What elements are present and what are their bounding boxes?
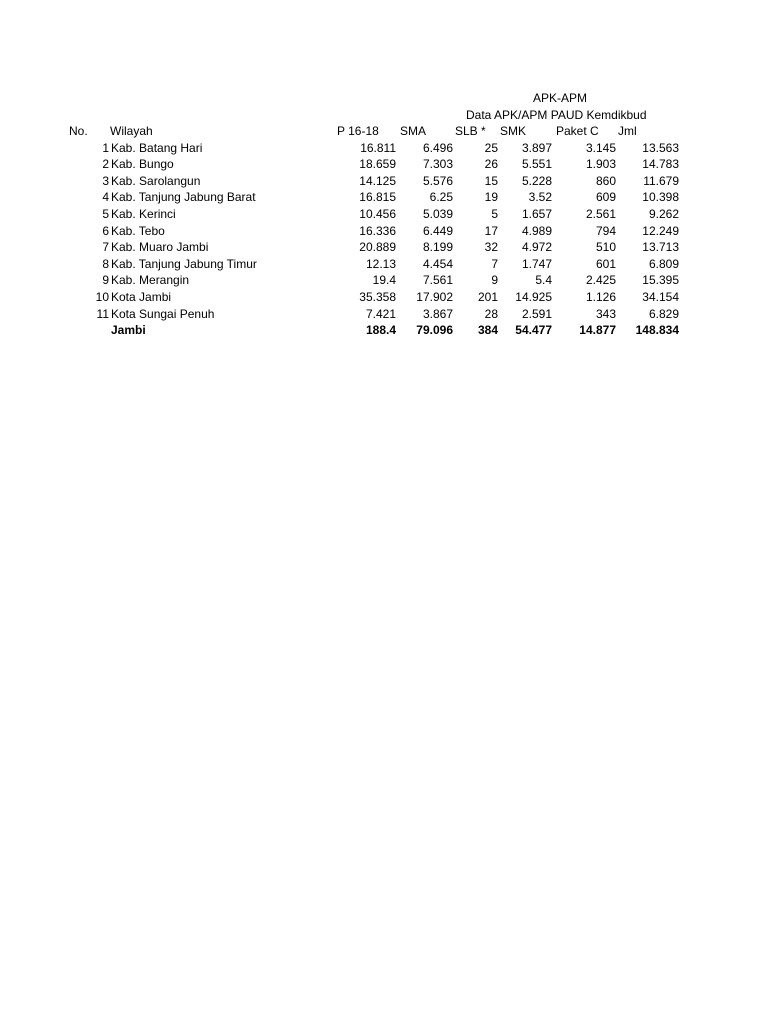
cell-wilayah: Kota Jambi xyxy=(111,289,172,304)
cell-sma: 5.039 xyxy=(422,206,453,221)
cell-smk: 5.4 xyxy=(535,273,552,288)
header-p1618: P 16-18 xyxy=(337,124,379,138)
cell-paket-c: 1.126 xyxy=(585,289,616,304)
table-row xyxy=(0,256,768,273)
cell-slb: 15 xyxy=(484,173,498,188)
cell-sma: 6.449 xyxy=(422,223,453,238)
table-header-row xyxy=(0,123,768,140)
header-wilayah: Wilayah xyxy=(110,124,153,138)
report-title: APK-APM xyxy=(533,91,588,105)
cell-paket-c: 510 xyxy=(595,240,616,255)
cell-p1618: 16.336 xyxy=(359,223,396,238)
cell-p1618: 7.421 xyxy=(365,306,396,321)
cell-paket-c: 609 xyxy=(595,190,616,205)
cell-jml: 13.563 xyxy=(642,140,679,155)
table-row xyxy=(0,189,768,206)
cell-slb: 17 xyxy=(484,223,498,238)
cell-no: 4 xyxy=(102,190,109,205)
report-subtitle: Data APK/APM PAUD Kemdikbud xyxy=(466,108,647,122)
cell-no: 3 xyxy=(102,173,109,188)
cell-paket-c: 343 xyxy=(595,306,616,321)
cell-slb: 19 xyxy=(484,190,498,205)
cell-paket-c: 794 xyxy=(595,223,616,238)
cell-paket-c: 860 xyxy=(595,173,616,188)
table-row xyxy=(0,140,768,157)
cell-sma: 7.303 xyxy=(422,157,453,172)
cell-slb: 32 xyxy=(484,240,498,255)
header-sma: SMA xyxy=(400,124,427,138)
cell-no: 6 xyxy=(102,223,109,238)
cell-smk: 5.228 xyxy=(521,173,552,188)
cell-slb: 26 xyxy=(484,157,498,172)
cell-slb: 28 xyxy=(484,306,498,321)
cell-smk: 1.747 xyxy=(521,256,552,271)
cell-no: 9 xyxy=(102,273,109,288)
cell-smk: 4.972 xyxy=(521,240,552,255)
cell-smk: 3.897 xyxy=(521,140,552,155)
cell-paket-c: 1.903 xyxy=(585,157,616,172)
cell-sma: 7.561 xyxy=(422,273,453,288)
table-row xyxy=(0,272,768,289)
header-no: No. xyxy=(69,124,88,138)
total-slb: 384 xyxy=(477,323,498,338)
cell-wilayah: Kab. Tanjung Jabung Barat xyxy=(111,190,256,205)
cell-sma: 6.25 xyxy=(429,190,453,205)
cell-sma: 4.454 xyxy=(422,256,453,271)
cell-no: 1 xyxy=(102,140,109,155)
cell-sma: 5.576 xyxy=(422,173,453,188)
header-paket-c: Paket C xyxy=(556,124,599,138)
table-row xyxy=(0,289,768,306)
cell-p1618: 16.811 xyxy=(360,140,396,155)
table-row xyxy=(0,306,768,323)
table-row xyxy=(0,173,768,190)
cell-no: 5 xyxy=(102,206,109,221)
cell-smk: 5.551 xyxy=(521,157,552,172)
table-row xyxy=(0,206,768,223)
cell-no: 8 xyxy=(102,256,109,271)
cell-p1618: 14.125 xyxy=(359,173,396,188)
cell-wilayah: Kab. Tebo xyxy=(111,223,165,238)
cell-jml: 9.262 xyxy=(648,206,679,221)
cell-slb: 7 xyxy=(491,256,498,271)
cell-p1618: 19.4 xyxy=(372,273,396,288)
cell-no: 2 xyxy=(102,157,109,172)
total-p1618: 188.4 xyxy=(365,323,396,338)
table-row xyxy=(0,239,768,256)
cell-jml: 10.398 xyxy=(642,190,679,205)
cell-jml: 13.713 xyxy=(642,240,679,255)
header-slb: SLB * xyxy=(455,124,486,138)
cell-jml: 6.829 xyxy=(648,306,679,321)
cell-no: 7 xyxy=(102,240,109,255)
data-table xyxy=(0,123,768,339)
cell-p1618: 20.889 xyxy=(359,240,396,255)
cell-sma: 6.496 xyxy=(422,140,453,155)
cell-wilayah: Kab. Bungo xyxy=(111,157,174,172)
cell-jml: 12.249 xyxy=(642,223,679,238)
cell-smk: 1.657 xyxy=(521,206,552,221)
cell-paket-c: 2.561 xyxy=(585,206,616,221)
cell-smk: 2.591 xyxy=(521,306,552,321)
cell-smk: 4.989 xyxy=(521,223,552,238)
cell-paket-c: 3.145 xyxy=(585,140,616,155)
cell-sma: 8.199 xyxy=(422,240,453,255)
cell-slb: 25 xyxy=(484,140,498,155)
total-paket-c: 14.877 xyxy=(579,323,616,338)
cell-jml: 6.809 xyxy=(648,256,679,271)
total-jml: 148.834 xyxy=(635,323,679,338)
header-jml: Jml xyxy=(618,124,637,138)
cell-jml: 34.154 xyxy=(642,289,679,304)
cell-p1618: 12.13 xyxy=(365,256,396,271)
cell-paket-c: 601 xyxy=(595,256,616,271)
cell-smk: 3.52 xyxy=(528,190,552,205)
cell-wilayah: Kab. Tanjung Jabung Timur xyxy=(111,256,257,271)
cell-no: 10 xyxy=(95,289,109,304)
cell-wilayah: Kab. Batang Hari xyxy=(111,140,203,155)
cell-slb: 5 xyxy=(491,206,498,221)
cell-wilayah: Kota Sungai Penuh xyxy=(111,306,215,321)
cell-p1618: 16.815 xyxy=(359,190,396,205)
cell-jml: 14.783 xyxy=(642,157,679,172)
header-smk: SMK xyxy=(500,124,527,138)
cell-p1618: 35.358 xyxy=(359,289,396,304)
cell-wilayah: Kab. Sarolangun xyxy=(111,173,201,188)
total-wilayah: Jambi xyxy=(111,323,146,338)
total-sma: 79.096 xyxy=(416,323,453,338)
table-row xyxy=(0,223,768,240)
cell-jml: 15.395 xyxy=(642,273,679,288)
total-smk: 54.477 xyxy=(515,323,552,338)
table-total-row xyxy=(0,322,768,339)
cell-slb: 201 xyxy=(477,289,498,304)
cell-sma: 3.867 xyxy=(422,306,453,321)
cell-paket-c: 2.425 xyxy=(585,273,616,288)
cell-wilayah: Kab. Muaro Jambi xyxy=(111,240,209,255)
cell-jml: 11.679 xyxy=(643,173,679,188)
cell-wilayah: Kab. Merangin xyxy=(111,273,190,288)
cell-sma: 17.902 xyxy=(416,289,453,304)
cell-p1618: 10.456 xyxy=(359,206,396,221)
table-row xyxy=(0,156,768,173)
cell-p1618: 18.659 xyxy=(359,157,396,172)
cell-wilayah: Kab. Kerinci xyxy=(111,206,176,221)
cell-smk: 14.925 xyxy=(515,289,552,304)
cell-no: 11 xyxy=(96,306,109,321)
cell-slb: 9 xyxy=(491,273,498,288)
